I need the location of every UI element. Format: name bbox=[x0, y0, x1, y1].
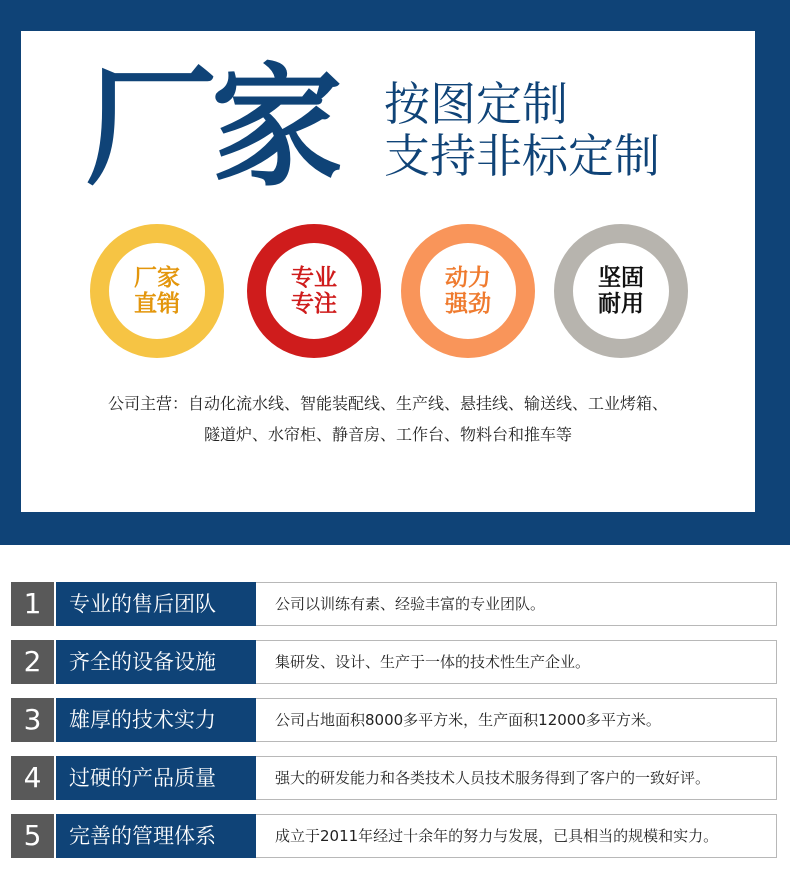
advantage-row bbox=[11, 640, 777, 684]
feature-label-line1: 坚固 bbox=[598, 265, 644, 291]
feature-label-line2: 专注 bbox=[291, 291, 337, 317]
advantage-title: 过硬的产品质量 bbox=[56, 756, 256, 800]
hero-slogan-line1: 按图定制 bbox=[384, 77, 568, 131]
advantage-description: 集研发、设计、生产于一体的技术性生产企业。 bbox=[256, 640, 777, 684]
hero-slogan-line2: 支持非标定制 bbox=[384, 129, 660, 183]
advantage-description: 强大的研发能力和各类技术人员技术服务得到了客户的一致好评。 bbox=[256, 756, 777, 800]
advantage-title: 专业的售后团队 bbox=[56, 582, 256, 626]
feature-label-line1: 专业 bbox=[291, 265, 337, 291]
advantage-description: 公司占地面积8000多平方米，生产面积12000多平方米。 bbox=[256, 698, 777, 742]
feature-label-line2: 耐用 bbox=[598, 291, 644, 317]
business-scope-line1: 公司主营：自动化流水线、智能装配线、生产线、悬挂线、输送线、工业烤箱、 bbox=[107, 394, 668, 413]
advantage-number: 2 bbox=[11, 640, 54, 684]
hero-panel bbox=[21, 31, 755, 512]
advantage-row bbox=[11, 814, 777, 858]
advantage-row bbox=[11, 698, 777, 742]
feature-circle-durable bbox=[554, 224, 688, 358]
advantage-number: 4 bbox=[11, 756, 54, 800]
feature-label-line1: 动力 bbox=[445, 265, 491, 291]
feature-label-line1: 厂家 bbox=[134, 265, 180, 291]
feature-label-line2: 强劲 bbox=[445, 291, 491, 317]
feature-label bbox=[438, 265, 498, 317]
advantage-title: 完善的管理体系 bbox=[56, 814, 256, 858]
feature-circle-professional bbox=[247, 224, 381, 358]
advantage-description: 公司以训练有素、经验丰富的专业团队。 bbox=[256, 582, 777, 626]
advantage-number: 5 bbox=[11, 814, 54, 858]
feature-circle-direct-sales bbox=[90, 224, 224, 358]
business-scope-line2: 隧道炉、水帘柜、静音房、工作台、物料台和推车等 bbox=[203, 425, 572, 444]
hero-title: 厂家 bbox=[85, 51, 337, 205]
advantage-number: 1 bbox=[11, 582, 54, 626]
advantage-title: 齐全的设备设施 bbox=[56, 640, 256, 684]
feature-label-line2: 直销 bbox=[134, 291, 180, 317]
feature-circle-power bbox=[401, 224, 535, 358]
feature-label bbox=[591, 265, 651, 317]
advantage-row bbox=[11, 582, 777, 626]
advantage-number: 3 bbox=[11, 698, 54, 742]
advantage-row bbox=[11, 756, 777, 800]
advantage-title: 雄厚的技术实力 bbox=[56, 698, 256, 742]
feature-label bbox=[284, 265, 344, 317]
feature-label bbox=[127, 265, 187, 317]
advantage-description: 成立于2011年经过十余年的努力与发展，已具相当的规模和实力。 bbox=[256, 814, 777, 858]
